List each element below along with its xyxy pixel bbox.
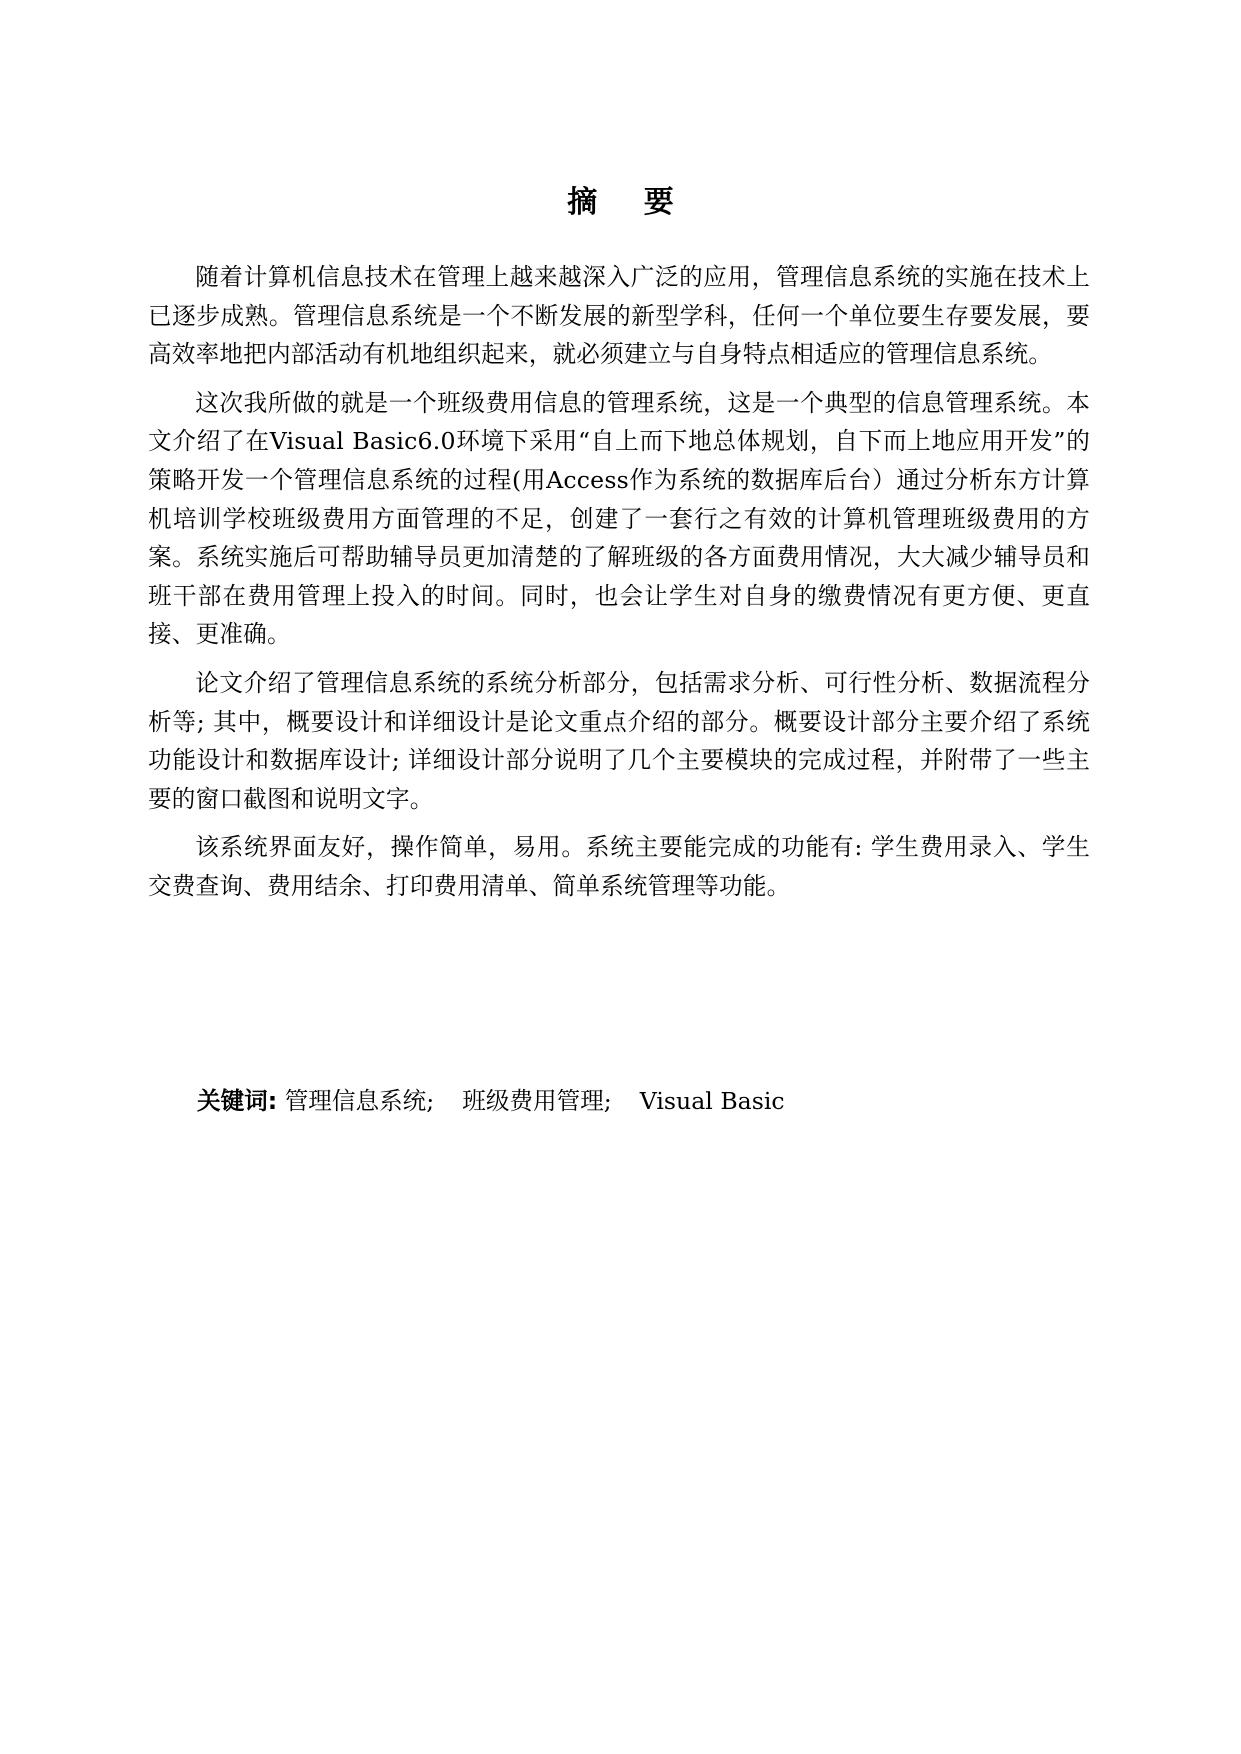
abstract-paragraph-4: 该系统界面友好，操作简单，易用。系统主要能完成的功能有: 学生费用录入、学生交费查询、费用结余、打印费用清单、简单系统管理等功能。 <box>148 833 1090 900</box>
keywords-line <box>197 1082 785 1120</box>
keyword-1: 管理信息系统; <box>284 1087 435 1115</box>
keyword-2: 班级费用管理; <box>462 1087 612 1115</box>
abstract-body <box>148 258 1090 906</box>
abstract-paragraph-1: 随着计算机信息技术在管理上越来越深入广泛的应用，管理信息系统的实施在技术上已逐步成熟。管理信息系统是一个不断发展的新型学科，任何一个单位要生存要发展，要高效率地把内部活动有机地组织起来，就必须建立与自身特点相适应的管理信息系统。 <box>148 263 1090 369</box>
keywords-label: 关键词: <box>197 1087 278 1115</box>
abstract-paragraph-3: 论文介绍了管理信息系统的系统分析部分，包括需求分析、可行性分析、数据流程分析等; 其中，概要设计和详细设计是论文重点介绍的部分。概要设计部分主要介绍了系统功能设计和数据库设计; 详细设计部分说明了几个主要模块的完成过程，并附带了一些主要的窗口截图和说明文字。 <box>148 668 1090 813</box>
abstract-paragraph-2: 这次我所做的就是一个班级费用信息的管理系统，这是一个典型的信息管理系统。本文介绍了在Visual Basic6.0环境下采用“自上而下地总体规划，自下而上地应用开发”的策略开发一个管理信息系统的过程(用Access作为系统的数据库后台）通过分析东方计算机培训学校班级费用方面管理的不足，创建了一套行之有效的计算机管理班级费用的方案。系统实施后可帮助辅导员更加清楚的了解班级的各方面费用情况，大大减少辅导员和班干部在费用管理上投入的时间。同时，也会让学生对自身的缴费情况有更方便、更直接、更准确。 <box>148 388 1090 649</box>
abstract-title: 摘 要 <box>567 185 692 220</box>
keyword-3: Visual Basic <box>639 1087 785 1115</box>
